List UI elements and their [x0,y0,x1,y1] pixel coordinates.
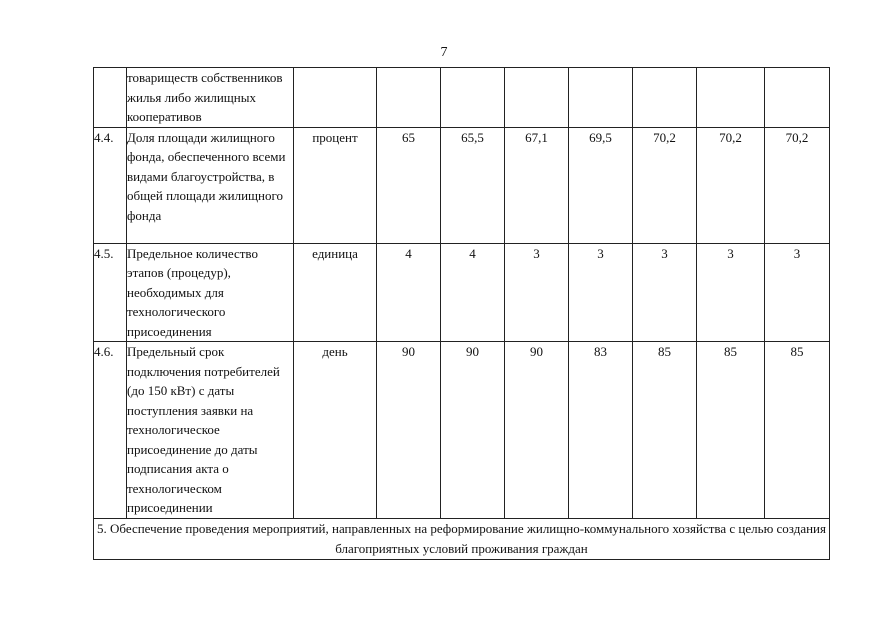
value-cell: 90 [441,342,505,519]
row-number: 4.4. [94,127,127,243]
indicator-name: Доля площади жилищного фонда, обеспеченного всеми видами благоустройства, в общей площади жилищного фонда [127,127,294,243]
value-cell: 70,2 [633,127,697,243]
value-cell: 85 [697,342,765,519]
indicators-table [93,67,830,560]
page-number: 7 [440,45,448,60]
value-cell: 85 [765,342,830,519]
value-cell: 65,5 [441,127,505,243]
table-row [94,127,830,243]
value-cell: 70,2 [697,127,765,243]
table-row [94,68,830,128]
row-number: 4.5. [94,243,127,342]
value-cell: 67,1 [505,127,569,243]
value-cell [569,68,633,128]
indicator-name: товариществ собственников жилья либо жилищных кооперативов [127,68,294,128]
section-heading: 5. Обеспечение проведения мероприятий, направленных на реформирование жилищно-коммунального хозяйства с целью создания благоприятных условий проживания граждан [94,518,830,559]
value-cell [765,68,830,128]
value-cell: 3 [505,243,569,342]
row-number [94,68,127,128]
value-cell: 85 [633,342,697,519]
value-cell [633,68,697,128]
unit-cell: единица [294,243,377,342]
value-cell: 3 [697,243,765,342]
value-cell: 69,5 [569,127,633,243]
value-cell: 65 [377,127,441,243]
value-cell: 90 [505,342,569,519]
indicator-name: Предельный срок подключения потребителей (до 150 кВт) с даты поступления заявки на технологическое присоединение до даты подписания акта о технологическом присоединении [127,342,294,519]
value-cell: 3 [633,243,697,342]
row-number: 4.6. [94,342,127,519]
value-cell [505,68,569,128]
value-cell [377,68,441,128]
indicator-name: Предельное количество этапов (процедур), необходимых для технологического присоединения [127,243,294,342]
section-row [94,518,830,559]
unit-cell: день [294,342,377,519]
value-cell [441,68,505,128]
value-cell: 83 [569,342,633,519]
value-cell [697,68,765,128]
value-cell: 90 [377,342,441,519]
unit-cell [294,68,377,128]
value-cell: 3 [569,243,633,342]
value-cell: 3 [765,243,830,342]
value-cell: 4 [377,243,441,342]
table-row [94,243,830,342]
value-cell: 70,2 [765,127,830,243]
table-row [94,342,830,519]
unit-cell: процент [294,127,377,243]
value-cell: 4 [441,243,505,342]
